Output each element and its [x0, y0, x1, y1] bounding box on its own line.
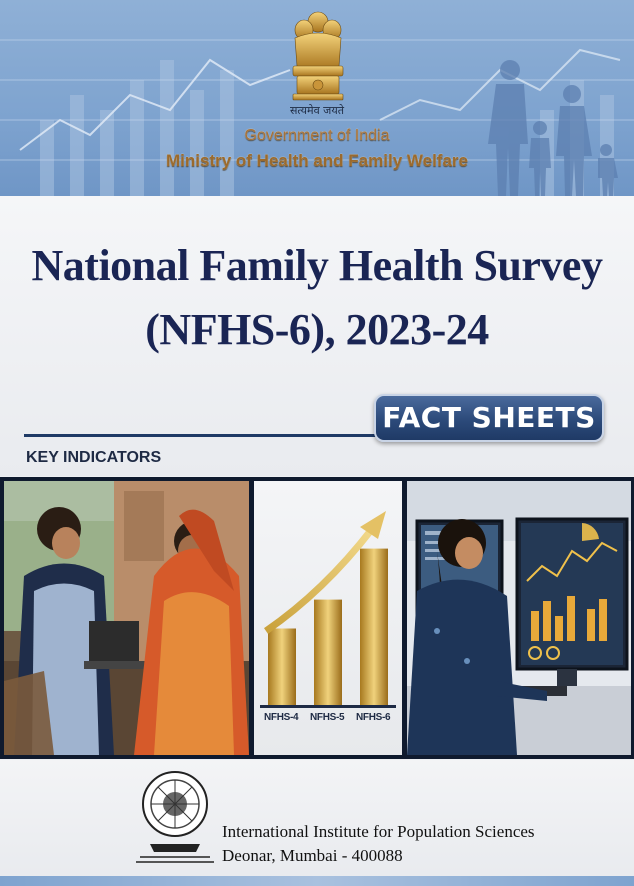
fact-sheets-badge: FACT SHEETS	[374, 394, 604, 442]
survey-title: National Family Health Survey	[31, 241, 603, 290]
motto-text: सत्यमेव जयते	[289, 104, 344, 117]
interview-photo	[4, 481, 249, 755]
ministry-text: Ministry of Health and Family Welfare	[166, 151, 468, 170]
bottom-accent-bar	[0, 876, 634, 886]
iips-logo-icon	[130, 768, 220, 868]
bar-label-nfhs4: NFHS-4	[264, 712, 299, 723]
growth-bar-nfhs-5	[314, 600, 342, 705]
chart-baseline	[260, 705, 396, 708]
header-banner	[0, 0, 634, 196]
bar-label-nfhs6: NFHS-6	[356, 712, 391, 723]
government-text: Government of India	[244, 127, 390, 144]
bar-label-nfhs5: NFHS-5	[310, 712, 345, 723]
national-emblem-icon	[287, 8, 349, 104]
institute-name: International Institute for Population Sciences	[222, 822, 535, 841]
key-indicators-label: KEY INDICATORS	[26, 449, 162, 466]
divider-rule	[24, 434, 376, 437]
data-analyst-photo	[407, 481, 631, 755]
survey-subtitle: (NFHS-6), 2023-24	[145, 305, 489, 354]
growth-bar-nfhs-6	[360, 549, 388, 705]
institute-address: Deonar, Mumbai - 400088	[222, 846, 403, 865]
growth-bar-nfhs-4	[268, 629, 296, 706]
